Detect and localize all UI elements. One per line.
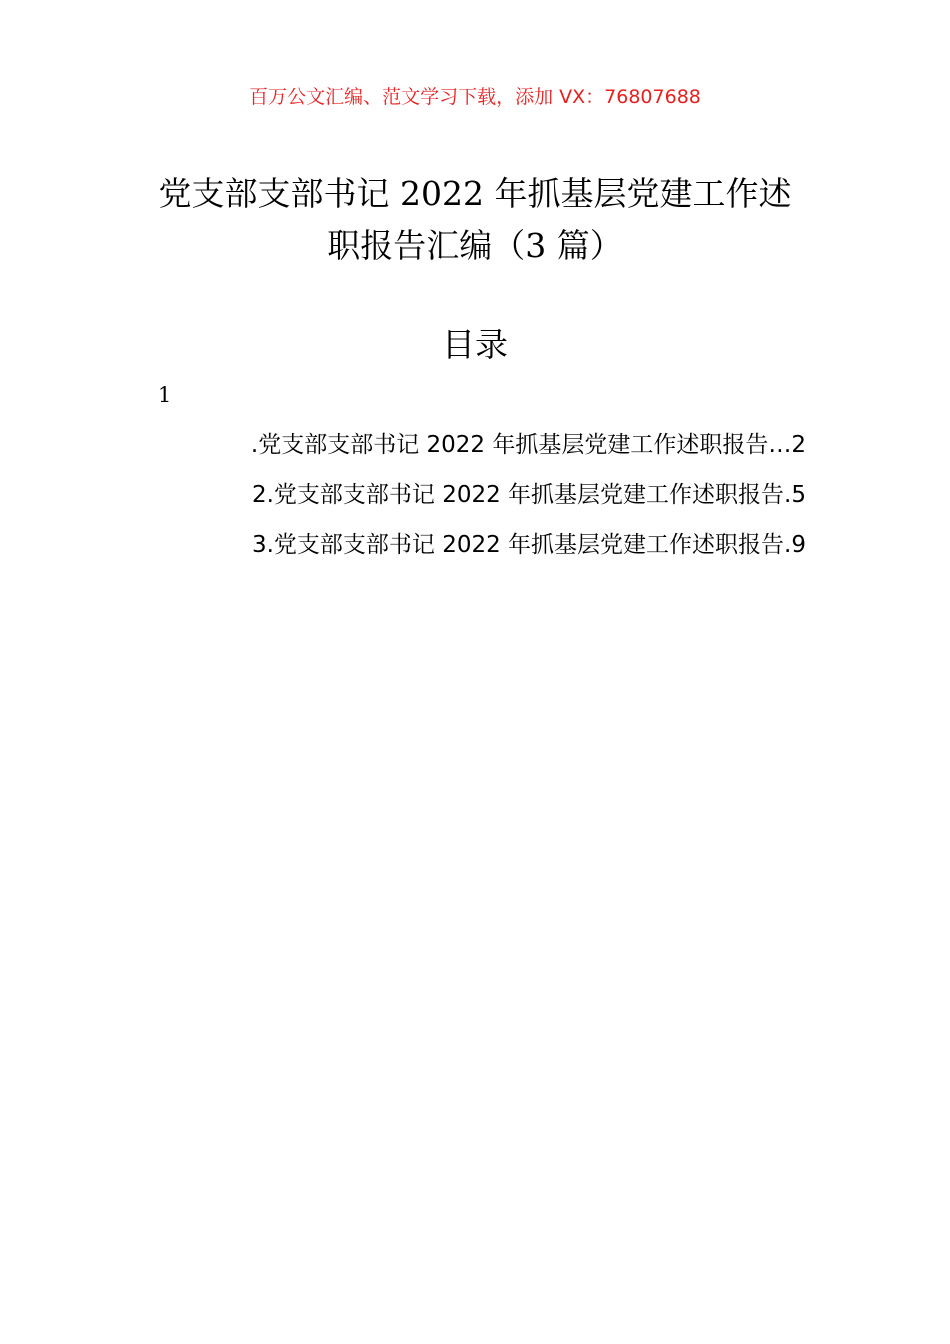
header-promo-note: 百万公文汇编、范文学习下载，添加 VX：76807688 — [249, 86, 701, 108]
toc-entry-number: 1 — [158, 383, 172, 407]
document-title — [120, 168, 830, 272]
toc-heading: 目录 — [442, 325, 508, 364]
document-title-line-1: 党支部支部书记 2022 年抓基层党建工作述 — [158, 174, 792, 213]
toc-entry-1[interactable]: .党支部支部书记 2022 年抓基层党建工作述职报告…2 — [250, 432, 806, 458]
toc-entry-3[interactable]: 3.党支部支部书记 2022 年抓基层党建工作述职报告.9 — [251, 532, 806, 558]
document-title-line-2: 职报告汇编（3 篇） — [327, 226, 623, 265]
table-of-contents — [150, 424, 806, 574]
toc-entry-2[interactable]: 2.党支部支部书记 2022 年抓基层党建工作述职报告.5 — [251, 482, 806, 508]
